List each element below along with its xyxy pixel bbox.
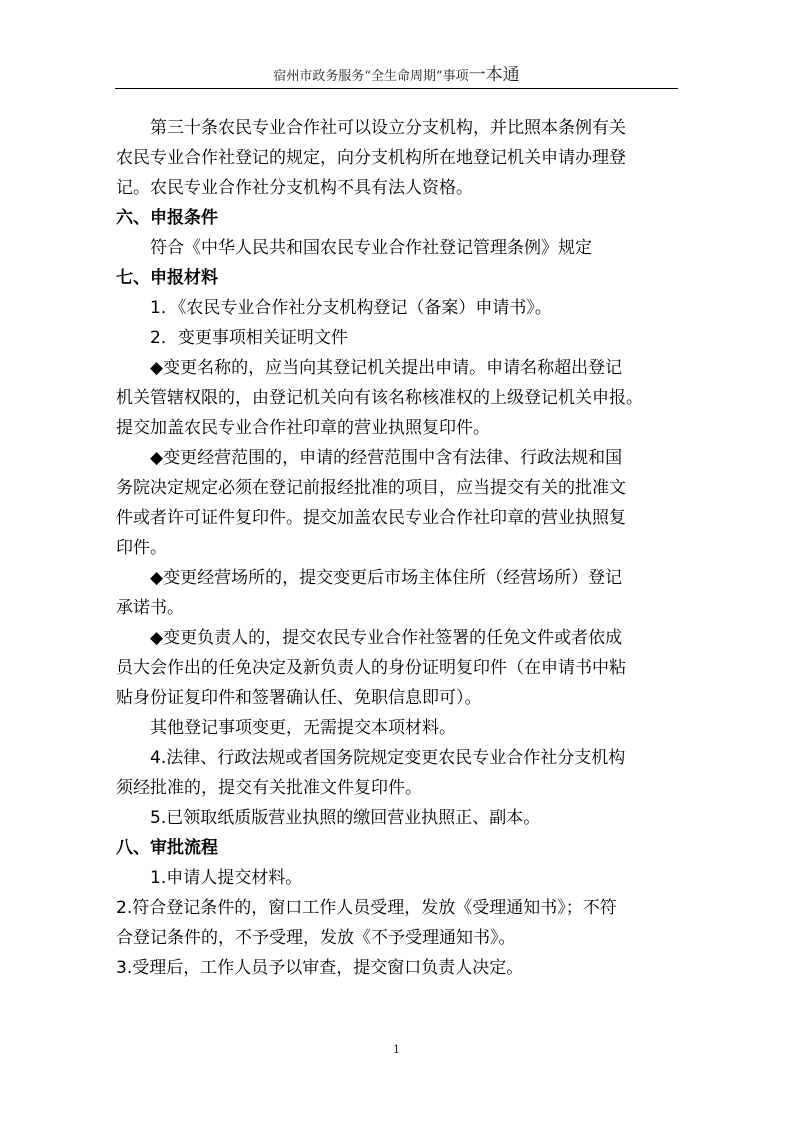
section-heading-process: 八、审批流程	[116, 838, 218, 858]
paragraph-line: 第三十条农民专业合作社可以设立分支机构，并比照本条例有关	[150, 118, 626, 138]
header-title: 宿州市政务服务“全生命周期”事项	[273, 69, 469, 84]
bullet-paragraph-line: ◆变更经营场所的，提交变更后市场主体住所（经营场所）登记	[150, 568, 623, 588]
paragraph-line: 须经批准的，提交有关批准文件复印件。	[116, 778, 422, 798]
section-heading-conditions: 六、申报条件	[116, 208, 218, 228]
list-item: 5.已领取纸质版营业执照的缴回营业执照正、副本。	[150, 808, 541, 828]
list-item: 3.受理后，工作人员予以审查，提交窗口负责人决定。	[116, 958, 524, 978]
list-item: 1.申请人提交材料。	[150, 868, 303, 888]
paragraph-line: 记。农民专业合作社分支机构不具有法人资格。	[116, 178, 473, 198]
page-header	[115, 62, 678, 89]
paragraph-line: 提交加盖农民专业合作社印章的营业执照复印件。	[116, 418, 490, 438]
paragraph-line: 合登记条件的，不予受理，发放《不予受理通知书》。	[116, 928, 516, 948]
paragraph-line: 贴身份证复印件和签署确认任、免职信息即可）。	[116, 688, 482, 708]
header-title-suffix: 一本通	[468, 65, 520, 85]
paragraph-line: 其他登记事项变更，无需提交本项材料。	[150, 718, 456, 738]
paragraph-line: 机关管辖权限的，由登记机关向有该名称核准权的上级登记机关申报。	[116, 388, 643, 408]
page-number: 1	[393, 1043, 400, 1056]
paragraph-line: 印件。	[116, 538, 167, 558]
paragraph-line: 件或者许可证件复印件。提交加盖农民专业合作社印章的营业执照复	[116, 508, 626, 528]
list-item: 4.法律、行政法规或者国务院规定变更农民专业合作社分支机构	[150, 748, 626, 768]
paragraph-line: 农民专业合作社登记的规定，向分支机构所在地登记机关申请办理登	[116, 148, 626, 168]
bullet-paragraph-line: ◆变更名称的，应当向其登记机关提出申请。申请名称超出登记	[150, 358, 623, 378]
document-body	[116, 113, 682, 983]
paragraph-line: 承诺书。	[116, 598, 184, 618]
paragraph-line: 符合《中华人民共和国农民专业合作社登记管理条例》规定	[150, 238, 592, 258]
list-item: 2．变更事项相关证明文件	[150, 328, 348, 348]
bullet-paragraph-line: ◆变更经营范围的，申请的经营范围中含有法律、行政法规和国	[150, 448, 623, 468]
list-item: 2.符合登记条件的，窗口工作人员受理，发放《受理通知书》；不符	[116, 898, 617, 918]
paragraph-line: 员大会作出的任免决定及新负责人的身份证明复印件（在申请书中粘	[116, 658, 626, 678]
bullet-paragraph-line: ◆变更负责人的，提交农民专业合作社签署的任免文件或者依成	[150, 628, 623, 648]
section-heading-materials: 七、申报材料	[116, 268, 218, 288]
paragraph-line: 务院决定规定必须在登记前报经批准的项目，应当提交有关的批准文	[116, 478, 626, 498]
list-item: 1．《农民专业合作社分支机构登记（备案）申请书》。	[150, 298, 552, 318]
